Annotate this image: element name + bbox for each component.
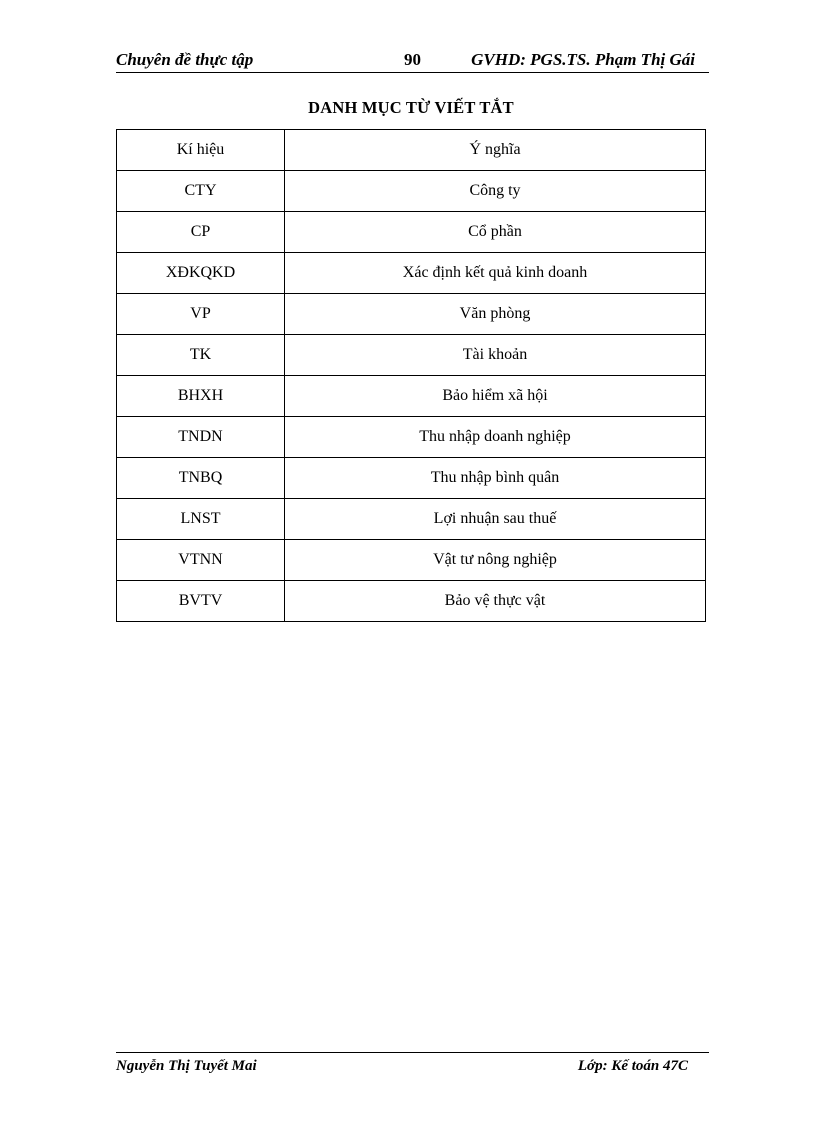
meaning-cell: Vật tư nông nghiệp: [285, 540, 706, 581]
meaning-cell: Công ty: [285, 171, 706, 212]
table-row: [117, 294, 706, 335]
meaning-cell: Bảo hiểm xã hội: [285, 376, 706, 417]
table-row: [117, 253, 706, 294]
table-row: [117, 581, 706, 622]
abbreviation-cell: VTNN: [117, 540, 285, 581]
meaning-cell: Tài khoản: [285, 335, 706, 376]
abbreviation-cell: VP: [117, 294, 285, 335]
meaning-cell: Bảo vệ thực vật: [285, 581, 706, 622]
column-header-meaning: Ý nghĩa: [285, 130, 706, 171]
meaning-cell: Thu nhập doanh nghiệp: [285, 417, 706, 458]
abbreviation-cell: TNDN: [117, 417, 285, 458]
footer-class: Lớp: Kế toán 47C: [577, 1058, 688, 1074]
meaning-cell: Cổ phần: [285, 212, 706, 253]
abbreviation-cell: CP: [117, 212, 285, 253]
abbreviation-cell: TK: [117, 335, 285, 376]
footer-author: Nguyễn Thị Tuyết Mai: [116, 1058, 257, 1074]
table-header-row: [117, 130, 706, 171]
page-footer: [116, 1052, 709, 1074]
meaning-cell: Lợi nhuận sau thuế: [285, 499, 706, 540]
header-advisor: GVHD: PGS.TS. Phạm Thị Gái: [471, 50, 695, 69]
page-title: DANH MỤC TỪ VIẾT TẮT: [308, 98, 514, 117]
abbreviation-cell: BVTV: [117, 581, 285, 622]
meaning-cell: Thu nhập bình quân: [285, 458, 706, 499]
meaning-cell: Xác định kết quả kinh doanh: [285, 253, 706, 294]
page-number: 90: [404, 50, 421, 69]
abbreviation-cell: CTY: [117, 171, 285, 212]
abbreviation-cell: TNBQ: [117, 458, 285, 499]
abbreviation-cell: XĐKQKD: [117, 253, 285, 294]
column-header-symbol: Kí hiệu: [117, 130, 285, 171]
abbreviation-cell: BHXH: [117, 376, 285, 417]
table-row: [117, 335, 706, 376]
table-row: [117, 417, 706, 458]
table-row: [117, 376, 706, 417]
abbreviation-table: [116, 129, 706, 622]
table-row: [117, 499, 706, 540]
header-subject: Chuyên đề thực tập: [116, 50, 254, 69]
table-row: [117, 458, 706, 499]
table-row: [117, 212, 706, 253]
meaning-cell: Văn phòng: [285, 294, 706, 335]
table-row: [117, 540, 706, 581]
table-row: [117, 171, 706, 212]
page-header: [116, 48, 709, 73]
abbreviation-cell: LNST: [117, 499, 285, 540]
